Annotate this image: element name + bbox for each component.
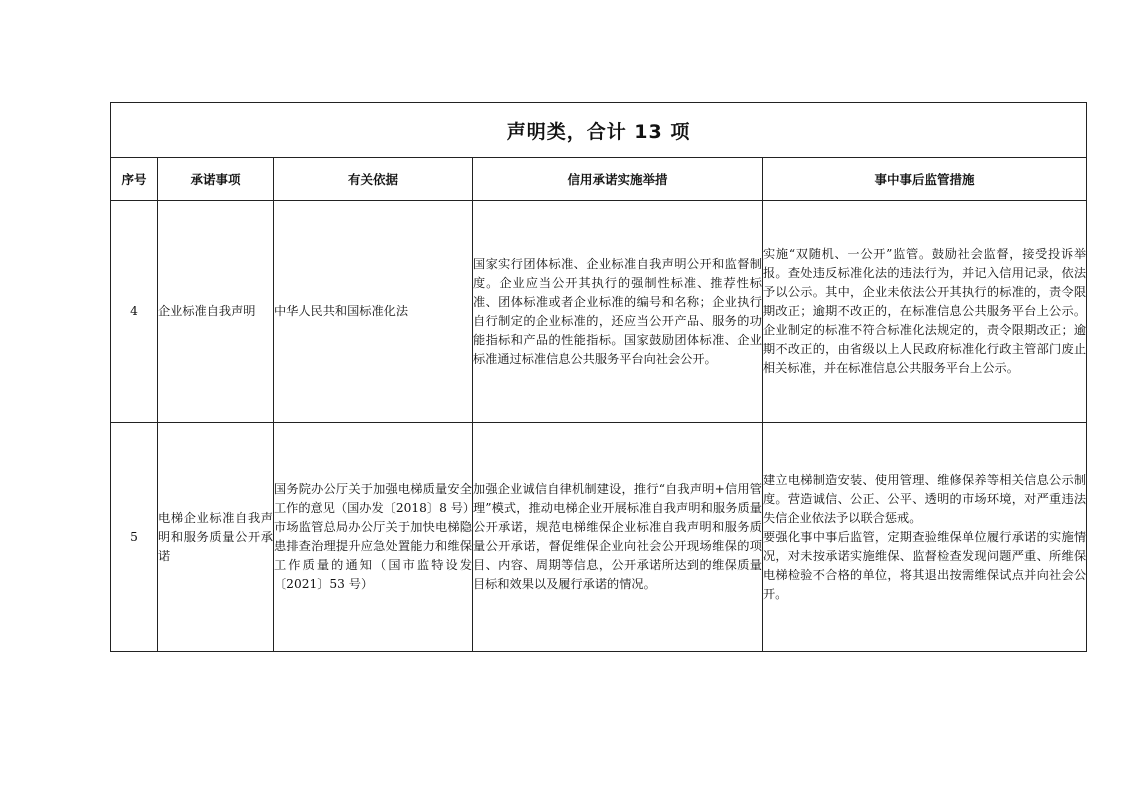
commitment-item: 企业标准自我声明 bbox=[158, 201, 274, 423]
header-item: 承诺事项 bbox=[158, 158, 274, 201]
measures-cell: 加强企业诚信自律机制建设，推行“自我声明+信用管理”模式，推动电梯企业开展标准自我声明和服务质量公开承诺，规范电梯维保企业标准自我声明和服务质量公开承诺，督促维保企业向社会公开现场维保的项目、内容、周期等信息，公开承诺所达到的维保质量目标和效果以及履行承诺的情况。 bbox=[473, 423, 763, 652]
basis-cell bbox=[274, 201, 473, 423]
header-measures: 信用承诺实施举措 bbox=[473, 158, 763, 201]
row-number: 4 bbox=[111, 201, 158, 423]
measures-cell: 国家实行团体标准、企业标准自我声明公开和监督制度。企业应当公开其执行的强制性标准、推荐性标准、团体标准或者企业标准的编号和名称；企业执行自行制定的企业标准的，还应当公开产品、服务的功能指标和产品的性能指标。国家鼓励团体标准、企业标准通过标准信息公共服务平台向社会公开。 bbox=[473, 201, 763, 423]
supervision-text: 建立电梯制造安装、使用管理、维修保养等相关信息公示制度。营造诚信、公正、公平、透明的市场环境，对严重违法失信企业依法予以联合惩戒。 bbox=[763, 472, 1087, 525]
commitment-item: 电梯企业标准自我声明和服务质量公开承诺 bbox=[158, 423, 274, 652]
header-supervision: 事中事后监管措施 bbox=[763, 158, 1087, 201]
commitment-table bbox=[110, 102, 1087, 652]
basis-cell bbox=[274, 423, 476, 652]
header-basis: 有关依据 bbox=[274, 158, 473, 201]
table-title: 声明类，合计 13 项 bbox=[111, 103, 1087, 158]
supervision-cell bbox=[763, 423, 1087, 652]
basis-text: 市场监管总局办公厅关于加快电梯隐患排查治理提升应急处置能力和维保工作质量的通知（国市监特设发〔2021〕53 号） bbox=[274, 520, 472, 591]
supervision-cell bbox=[763, 201, 1087, 423]
table-row bbox=[111, 201, 1087, 423]
header-no: 序号 bbox=[111, 158, 158, 201]
supervision-text: 实施“双随机、一公开”监管。鼓励社会监督，接受投诉举报。查处违反标准化法的违法行为，并记入信用记录，依法予以公示。其中，企业未依法公开其执行的标准的，责令限期改正；逾期不改正的，在标准信息公共服务平台上公示。企业制定的标准不符合标准化法规定的，责令限期改正；逾期不改正的，由省级以上人民政府标准化行政主管部门废止相关标准，并在标准信息公共服务平台上公示。 bbox=[763, 247, 1087, 375]
table-row bbox=[111, 423, 1087, 652]
title-row bbox=[111, 103, 1087, 158]
header-row bbox=[111, 158, 1087, 201]
basis-text: 中华人民共和国标准化法 bbox=[274, 304, 409, 318]
supervision-text: 要强化事中事后监管，定期查验维保单位履行承诺的实施情况，对未按承诺实施维保、监督检查发现问题严重、所维保电梯检验不合格的单位，将其退出按需维保试点并向社会公开。 bbox=[763, 529, 1087, 601]
basis-text: 国务院办公厅关于加强电梯质量安全工作的意见（国办发〔2018〕8 号） bbox=[274, 482, 476, 515]
row-number: 5 bbox=[111, 423, 158, 652]
